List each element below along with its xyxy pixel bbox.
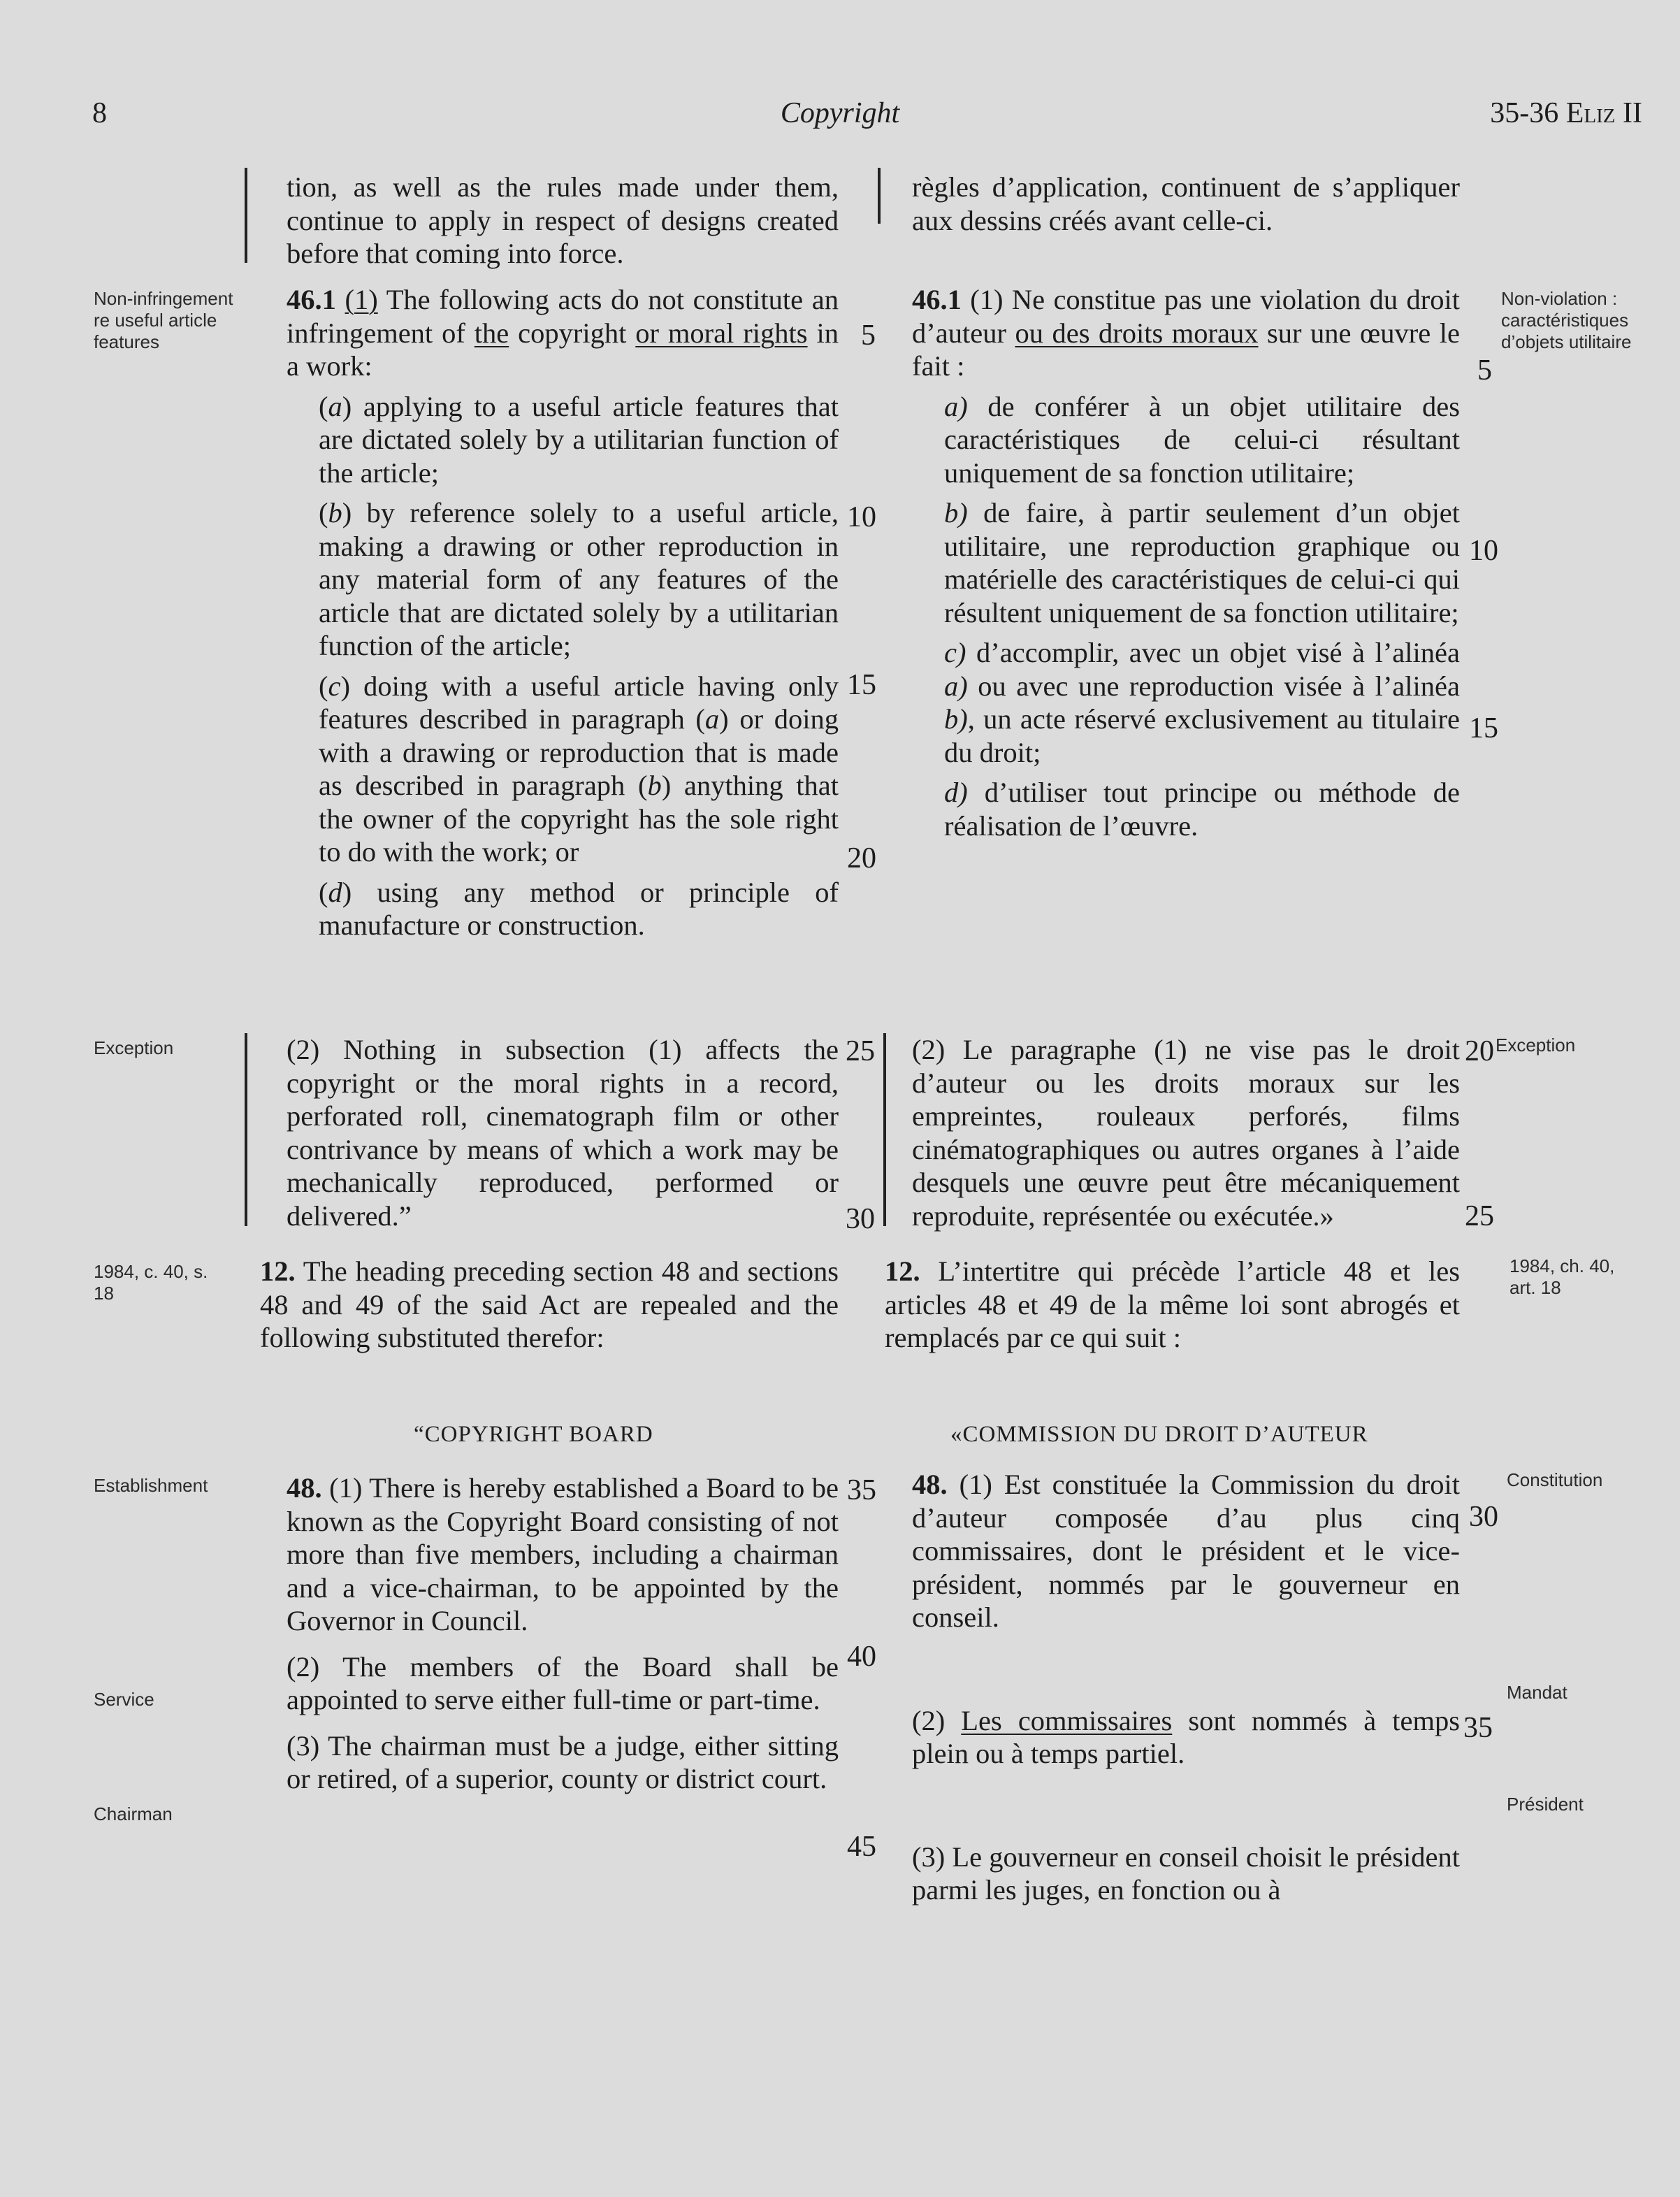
- margin-note-president: Président: [1507, 1794, 1584, 1815]
- change-bar: [245, 168, 247, 263]
- margin-note-chairman: Chairman: [94, 1803, 173, 1824]
- french-s48: [912, 1468, 1460, 1907]
- section-46-1-fr: 46.1 (1) Ne constitue pas une violation du droit d’auteur ou des droits moraux sur une œuvre le fait :: [912, 284, 1460, 382]
- margin-note-service: Service: [94, 1689, 154, 1710]
- margin-note-citation-fr: 1984, ch. 40, art. 18: [1509, 1255, 1615, 1298]
- line-number: 35: [847, 1474, 876, 1506]
- section-48-3-en: (3) The chairman must be a judge, either sitting or retired, of a superior, county or district court.: [287, 1729, 839, 1794]
- line-number: 5: [861, 319, 876, 352]
- section-48-1-en: 48. (1) There is hereby established a Board to be known as the Copyright Board consisting of not more than five members, including a chairman and a vice-chairman, to be appointed by the Governor in Council.: [287, 1472, 839, 1636]
- english-s46-1: [287, 283, 839, 942]
- margin-note-non-violation: Non-violation : caractéristiques d’objets utilitaire: [1501, 288, 1632, 352]
- french-s12: [885, 1255, 1460, 1355]
- section-46-1-en: 46.1 (1) The following acts do not constitute an infringement of the copyright or moral rights in a work:: [287, 284, 839, 382]
- french-s46-2: [912, 1033, 1460, 1232]
- line-number: 30: [846, 1203, 875, 1235]
- paragraph-d-fr: d) d’utiliser tout principe ou méthode de réalisation de l’œuvre.: [944, 777, 1460, 842]
- change-bar: [245, 1033, 247, 1226]
- session-label: 35-36 Eliz II: [1490, 97, 1642, 129]
- line-number: 25: [846, 1035, 875, 1067]
- line-number: 45: [847, 1831, 876, 1863]
- paragraph-d-en: (d) using any method or principle of manufacture or construction.: [319, 876, 839, 941]
- margin-note-establishment: Establishment: [94, 1475, 208, 1496]
- line-number: 30: [1469, 1501, 1498, 1533]
- line-number: 15: [1469, 712, 1498, 744]
- margin-note-constitution: Constitution: [1507, 1469, 1603, 1490]
- french-column: [912, 171, 1460, 237]
- english-s46-2: [287, 1033, 839, 1232]
- subsection-2-fr: (2) Le paragraphe (1) ne vise pas le droit d’auteur ou les droits moraux sur les empreintes, rouleaux perforés, films cinématographiques ou autres organes à l’aide desquels une œuvre peut être mécaniquement reproduite, représentée ou exécutée.»: [912, 1034, 1460, 1232]
- french-s46-1: [912, 283, 1460, 842]
- page-title: Copyright: [780, 97, 900, 129]
- english-column: [287, 171, 839, 271]
- line-number: 10: [1469, 535, 1498, 567]
- margin-note-mandat: Mandat: [1507, 1682, 1567, 1703]
- english-intro: tion, as well as the rules made under them, continue to apply in respect of designs created before that coming into force.: [287, 171, 839, 269]
- line-number: 35: [1463, 1712, 1493, 1744]
- paragraph-a-en: (a) applying to a useful article features that are dictated solely by a utilitarian function of the article;: [319, 390, 839, 489]
- paragraph-b-en: (b) by reference solely to a useful article, making a drawing or other reproduction in any material form of any features of the article that are dictated solely by a utilitarian function of the article;: [319, 497, 839, 661]
- line-number: 15: [847, 669, 876, 701]
- french-intro: règles d’application, continuent de s’appliquer aux dessins créés avant celle-ci.: [912, 171, 1460, 236]
- change-bar: [883, 1033, 886, 1226]
- page-number: 8: [92, 97, 107, 129]
- paragraph-a-fr: a) de conférer à un objet utilitaire des caractéristiques de celui-ci résultant uniquement de sa fonction utilitaire;: [944, 390, 1460, 489]
- section-48-2-en: (2) The members of the Board shall be appointed to serve either full-time or part-time.: [287, 1650, 839, 1715]
- section-12-en: 12. The heading preceding section 48 and sections 48 and 49 of the said Act are repealed and the following substituted therefor:: [260, 1255, 839, 1353]
- line-number: 5: [1477, 354, 1492, 387]
- section-48-1-fr: 48. (1) Est constituée la Commission du droit d’auteur composée d’au plus cinq commissaires, dont le président et le vice-président, nommés par le gouverneur en conseil.: [912, 1469, 1460, 1633]
- section-48-2-fr: (2) Les commissaires sont nommés à temps plein ou à temps partiel.: [912, 1704, 1460, 1769]
- line-number: 20: [847, 842, 876, 874]
- margin-note-exception-fr: Exception: [1496, 1035, 1576, 1056]
- paragraph-b-fr: b) de faire, à partir seulement d’un objet utilitaire, une reproduction graphique ou matérielle des caractéristiques de celui-ci qui résultent uniquement de sa fonction utilitaire;: [944, 497, 1460, 628]
- english-s12: [260, 1255, 839, 1355]
- heading-copyright-board: “COPYRIGHT BOARD: [414, 1422, 653, 1447]
- margin-note-citation-en: 1984, c. 40, s. 18: [94, 1261, 208, 1304]
- change-bar: [878, 168, 881, 224]
- english-s48: [287, 1471, 839, 1796]
- line-number: 20: [1465, 1035, 1494, 1067]
- paragraph-c-fr: c) d’accomplir, avec un objet visé à l’alinéa a) ou avec une reproduction visée à l’alinéa b), un acte réservé exclusivement au titulaire du droit;: [944, 637, 1460, 768]
- section-12-fr: 12. L’intertitre qui précède l’article 48 et les articles 48 et 49 de la même loi sont abrogés et remplacés par ce qui suit :: [885, 1255, 1460, 1353]
- line-number: 25: [1465, 1200, 1494, 1232]
- line-number: 40: [847, 1641, 876, 1673]
- heading-commission: «COMMISSION DU DROIT D’AUTEUR: [950, 1422, 1368, 1447]
- section-48-3-fr: (3) Le gouverneur en conseil choisit le président parmi les juges, en fonction ou à: [912, 1841, 1460, 1906]
- line-number: 10: [847, 501, 876, 533]
- paragraph-c-en: (c) doing with a useful article having only features described in paragraph (a) or doing with a drawing or reproduction that is made as described in paragraph (b) anything that the owner of the copyright has the sole right to do with the work; or: [319, 670, 839, 867]
- margin-note-exception-en: Exception: [94, 1037, 174, 1058]
- subsection-2-en: (2) Nothing in subsection (1) affects the copyright or the moral rights in a record, perforated roll, cinematograph film or other contrivance by means of which a work may be mechanically reproduced, performed or delivered.”: [287, 1034, 839, 1232]
- margin-note-non-infringement: Non-infringement re useful article features: [94, 288, 233, 352]
